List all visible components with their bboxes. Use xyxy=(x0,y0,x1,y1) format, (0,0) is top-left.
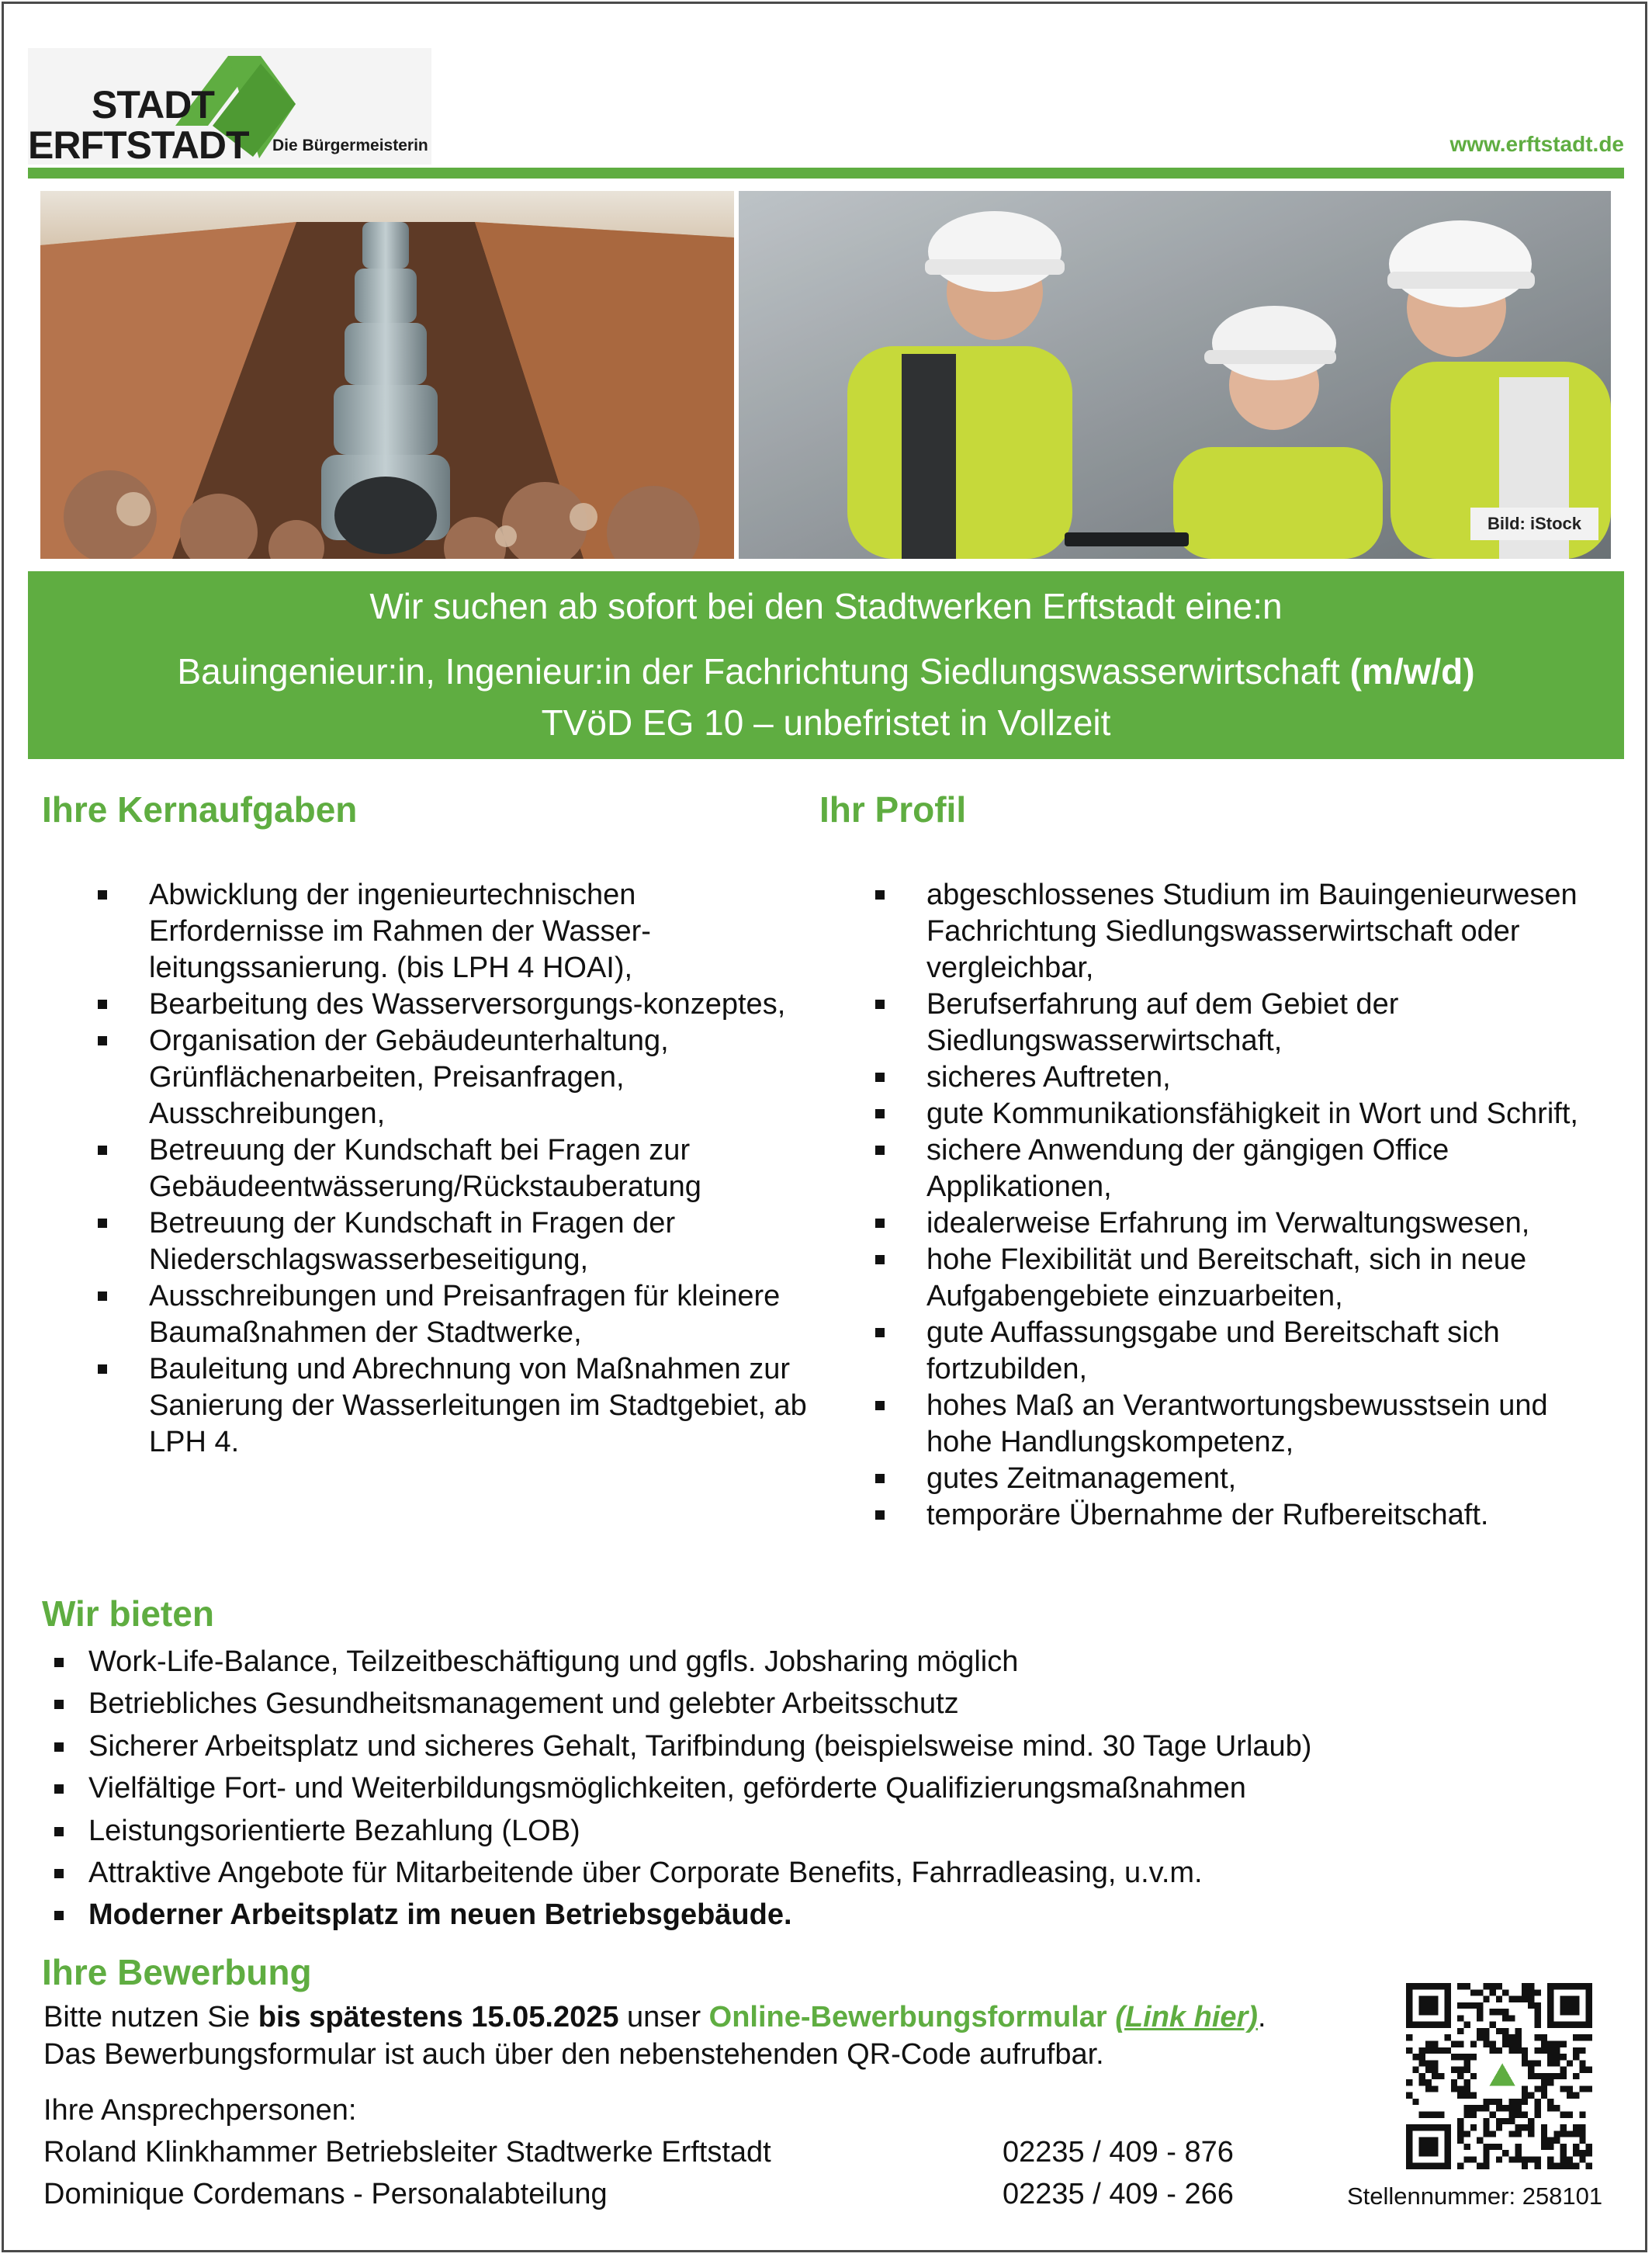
list-item: Bearbeitung des Wasserversorgungs-konzeptes, xyxy=(42,986,810,1023)
list-item: Vielfältige Fort- und Weiterbildungsmöglichkeiten, geförderte Qualifizierungsmaßnahmen xyxy=(42,1767,1555,1809)
application-form-link[interactable]: (Link hier) xyxy=(1115,2001,1258,2033)
tasks-list xyxy=(42,877,810,1461)
website-link[interactable]: www.erftstadt.de xyxy=(1449,132,1624,156)
photo-credit: Bild: iStock xyxy=(1470,508,1598,540)
header-divider xyxy=(28,168,1624,179)
instructions-text-a: Bitte nutzen Sie xyxy=(43,2001,258,2033)
list-item: Bauleitung und Abrechnung von Maßnahmen zur Sanierung der Wasserleitungen im Stadtgebiet, ab LPH 4. xyxy=(42,1351,810,1461)
list-item: gutes Zeitmanagement, xyxy=(819,1461,1603,1497)
instructions-text-b: unser xyxy=(618,2001,709,2033)
banner-job-title xyxy=(28,650,1624,692)
application-qr-code[interactable] xyxy=(1406,1983,1592,2169)
pipe-trench-photo xyxy=(40,191,734,559)
logo-text-erftstadt: ERFTSTADT xyxy=(28,123,249,167)
banner-intro: Wir suchen ab sofort bei den Stadtwerken Erftstadt eine:n xyxy=(369,586,1283,626)
list-item: Ausschreibungen und Preisanfragen für kleinere Baumaßnahmen der Stadtwerke, xyxy=(42,1278,810,1351)
instructions-text-c: . xyxy=(1257,2001,1266,2033)
list-item: Sicherer Arbeitsplatz und sicheres Gehalt, Tarifbindung (beispielsweise mind. 30 Tage Urlaub) xyxy=(42,1725,1555,1767)
job-number: Stellennummer: 258101 xyxy=(1347,2182,1603,2210)
list-item: sichere Anwendung der gängigen Office Applikationen, xyxy=(819,1132,1603,1205)
list-item: Betriebliches Gesundheitsmanagement und gelebter Arbeitsschutz xyxy=(42,1683,1555,1725)
qr-code-icon xyxy=(1406,1983,1592,2169)
list-item: hohes Maß an Verantwortungsbewusstsein und hohe Handlungskompetenz, xyxy=(819,1388,1603,1461)
list-item: Attraktive Angebote für Mitarbeitende über Corporate Benefits, Fahrradleasing, u.v.m. xyxy=(42,1852,1555,1894)
application-instructions xyxy=(43,1999,1266,2035)
list-item: Betreuung der Kundschaft bei Fragen zur Gebäudeentwässerung/Rückstauberatung xyxy=(42,1132,810,1205)
contact-name: Dominique Cordemans - Personalabteilung xyxy=(43,2178,608,2210)
list-item: Berufserfahrung auf dem Gebiet der Siedlungswasserwirtschaft, xyxy=(819,986,1603,1059)
gender-suffix: (m/w/d) xyxy=(1349,651,1475,692)
list-item: Abwicklung der ingenieurtechnischen Erfordernisse im Rahmen der Wasser-leitungssanierung. (bis LPH 4 HOAI), xyxy=(42,877,810,986)
job-title-banner xyxy=(28,571,1624,759)
engineers-photo xyxy=(739,191,1611,559)
list-item: sicheres Auftreten, xyxy=(819,1059,1603,1096)
job-title-text: Bauingenieur:in, Ingenieur:in der Fachrichtung Siedlungswasserwirtschaft xyxy=(177,651,1340,692)
header-photos xyxy=(40,191,1611,559)
contact-name: Roland Klinkhammer Betriebsleiter Stadtwerke Erftstadt xyxy=(43,2136,771,2169)
list-item: Work-Life-Balance, Teilzeitbeschäftigung und ggfls. Jobsharing möglich xyxy=(42,1641,1555,1683)
list-item: gute Kommunikationsfähigkeit in Wort und Schrift, xyxy=(819,1096,1603,1132)
list-item: idealerweise Erfahrung im Verwaltungswesen, xyxy=(819,1205,1603,1242)
tasks-heading: Ihre Kernaufgaben xyxy=(42,789,358,830)
list-item: hohe Flexibilität und Bereitschaft, sich in neue Aufgabengebiete einzuarbeiten, xyxy=(819,1242,1603,1315)
online-form-label: Online-Bewerbungsformular xyxy=(708,2001,1107,2033)
list-item-highlight: Moderner Arbeitsplatz im neuen Betriebsgebäude. xyxy=(42,1894,1555,1936)
list-item: gute Auffassungsgabe und Bereitschaft sich fortzubilden, xyxy=(819,1315,1603,1388)
logo-text-stadt: STADT xyxy=(92,83,214,127)
profile-heading: Ihr Profil xyxy=(819,789,967,830)
profile-list xyxy=(819,877,1603,1534)
application-heading: Ihre Bewerbung xyxy=(42,1952,312,1992)
banner-salary-terms: TVöD EG 10 – unbefristet in Vollzeit xyxy=(541,702,1111,743)
list-item: temporäre Übernahme der Rufbereitschaft. xyxy=(819,1497,1603,1534)
list-item: abgeschlossenes Studium im Bauingenieurwesen Fachrichtung Siedlungswasserwirtschaft oder vergleichbar, xyxy=(819,877,1603,986)
logo-subtitle: Die Bürgermeisterin xyxy=(272,137,428,154)
contacts-title: Ihre Ansprechpersonen: xyxy=(43,2094,357,2127)
deadline: bis spätestens 15.05.2025 xyxy=(258,2001,619,2033)
stadt-erftstadt-logo xyxy=(28,48,431,165)
qr-hint: Das Bewerbungsformular ist auch über den nebenstehenden QR-Code aufrufbar. xyxy=(43,2038,1104,2071)
offer-list xyxy=(42,1641,1555,1936)
list-item: Leistungsorientierte Bezahlung (LOB) xyxy=(42,1810,1555,1852)
list-item: Betreuung der Kundschaft in Fragen der Niederschlagswasserbeseitigung, xyxy=(42,1205,810,1278)
contact-phone: 02235 / 409 - 266 xyxy=(1003,2178,1234,2210)
list-item: Organisation der Gebäudeunterhaltung, Grünflächenarbeiten, Preisanfragen, Ausschreibungen, xyxy=(42,1023,810,1132)
contact-phone: 02235 / 409 - 876 xyxy=(1003,2136,1234,2169)
offer-heading: Wir bieten xyxy=(42,1593,214,1634)
